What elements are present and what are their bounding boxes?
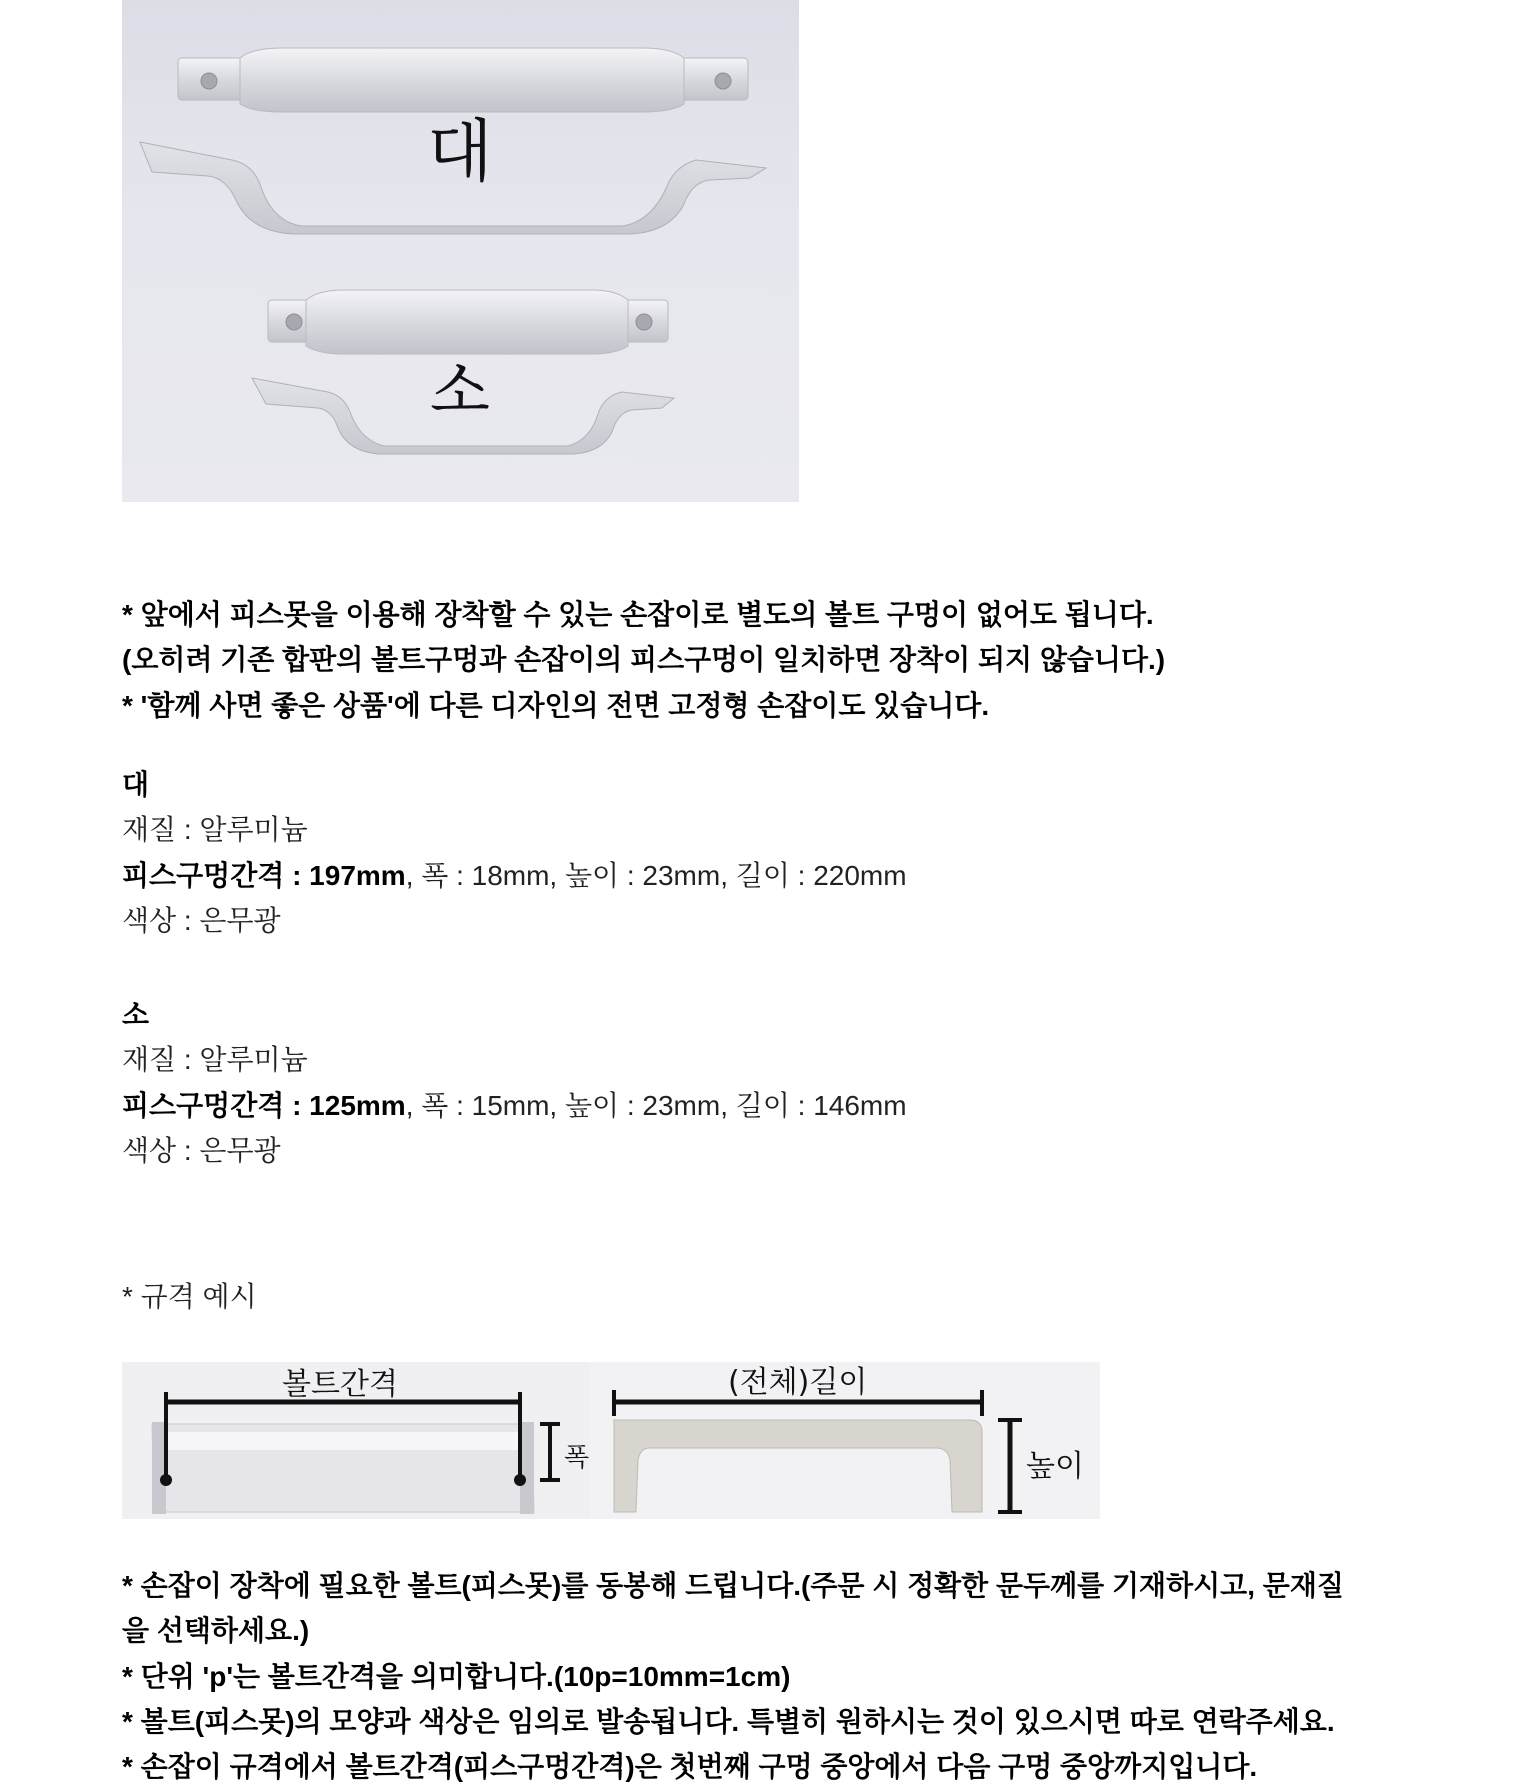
footer-line-2: 을 선택하세요.) bbox=[122, 1615, 310, 1646]
footer-line-3: * 단위 'p'는 볼트간격을 의미합니다.(10p=10mm=1cm) bbox=[122, 1661, 791, 1692]
large-label: 대 bbox=[427, 113, 493, 192]
spec-top-view bbox=[122, 1362, 590, 1519]
large-handle-top bbox=[178, 48, 748, 112]
spec-example-diagram bbox=[122, 1362, 1100, 1519]
height-label: 높이 bbox=[1026, 1449, 1084, 1484]
total-length-label: (전체)길이 bbox=[728, 1365, 868, 1400]
spec-example-title: * 규격 예시 bbox=[122, 1281, 257, 1312]
bolt-gap-label: 볼트간격 bbox=[282, 1367, 398, 1402]
large-heading: 대 bbox=[122, 769, 150, 800]
small-heading: 소 bbox=[122, 999, 150, 1030]
large-dims: , 폭 : 18mm, 높이 : 23mm, 길이 : 220mm bbox=[405, 860, 907, 891]
spec-side-view bbox=[590, 1362, 1100, 1519]
small-dims: , 폭 : 15mm, 높이 : 23mm, 길이 : 146mm bbox=[405, 1090, 907, 1121]
small-handle-top bbox=[268, 290, 668, 354]
large-color: 색상 : 은무광 bbox=[122, 905, 281, 936]
footer-line-4: * 볼트(피스못)의 모양과 색상은 임의로 발송됩니다. 특별히 원하시는 것이 있으시면 따로 연락주세요. bbox=[122, 1706, 1335, 1737]
handles-illustration bbox=[122, 0, 799, 502]
large-pitch: 피스구멍간격 : 197mm bbox=[122, 860, 406, 891]
footer-line-5: * 손잡이 규격에서 볼트간격(피스구멍간격)은 첫번째 구멍 중앙에서 다음 구멍 중앙까지입니다. bbox=[122, 1751, 1258, 1782]
small-color: 색상 : 은무광 bbox=[122, 1135, 281, 1166]
small-dimensions bbox=[122, 1089, 907, 1123]
small-label: 소 bbox=[430, 354, 490, 427]
footer-line-1: * 손잡이 장착에 필요한 볼트(피스못)를 동봉해 드립니다.(주문 시 정확한 문두께를 기재하시고, 문재질 bbox=[122, 1570, 1344, 1601]
small-pitch: 피스구멍간격 : 125mm bbox=[122, 1090, 406, 1121]
width-label: 폭 bbox=[564, 1443, 590, 1473]
note-line-1: * 앞에서 피스못을 이용해 장착할 수 있는 손잡이로 별도의 볼트 구멍이 없어도 됩니다. bbox=[122, 599, 1154, 630]
large-dimensions bbox=[122, 859, 907, 893]
small-material: 재질 : 알루미늄 bbox=[122, 1044, 308, 1075]
product-photo bbox=[122, 0, 799, 502]
note-line-3: * '함께 사면 좋은 상품'에 다른 디자인의 전면 고정형 손잡이도 있습니다. bbox=[122, 690, 990, 721]
note-line-2: (오히려 기존 합판의 볼트구멍과 손잡이의 피스구멍이 일치하면 장착이 되지 않습니다.) bbox=[122, 644, 1166, 675]
large-material: 재질 : 알루미늄 bbox=[122, 814, 308, 845]
